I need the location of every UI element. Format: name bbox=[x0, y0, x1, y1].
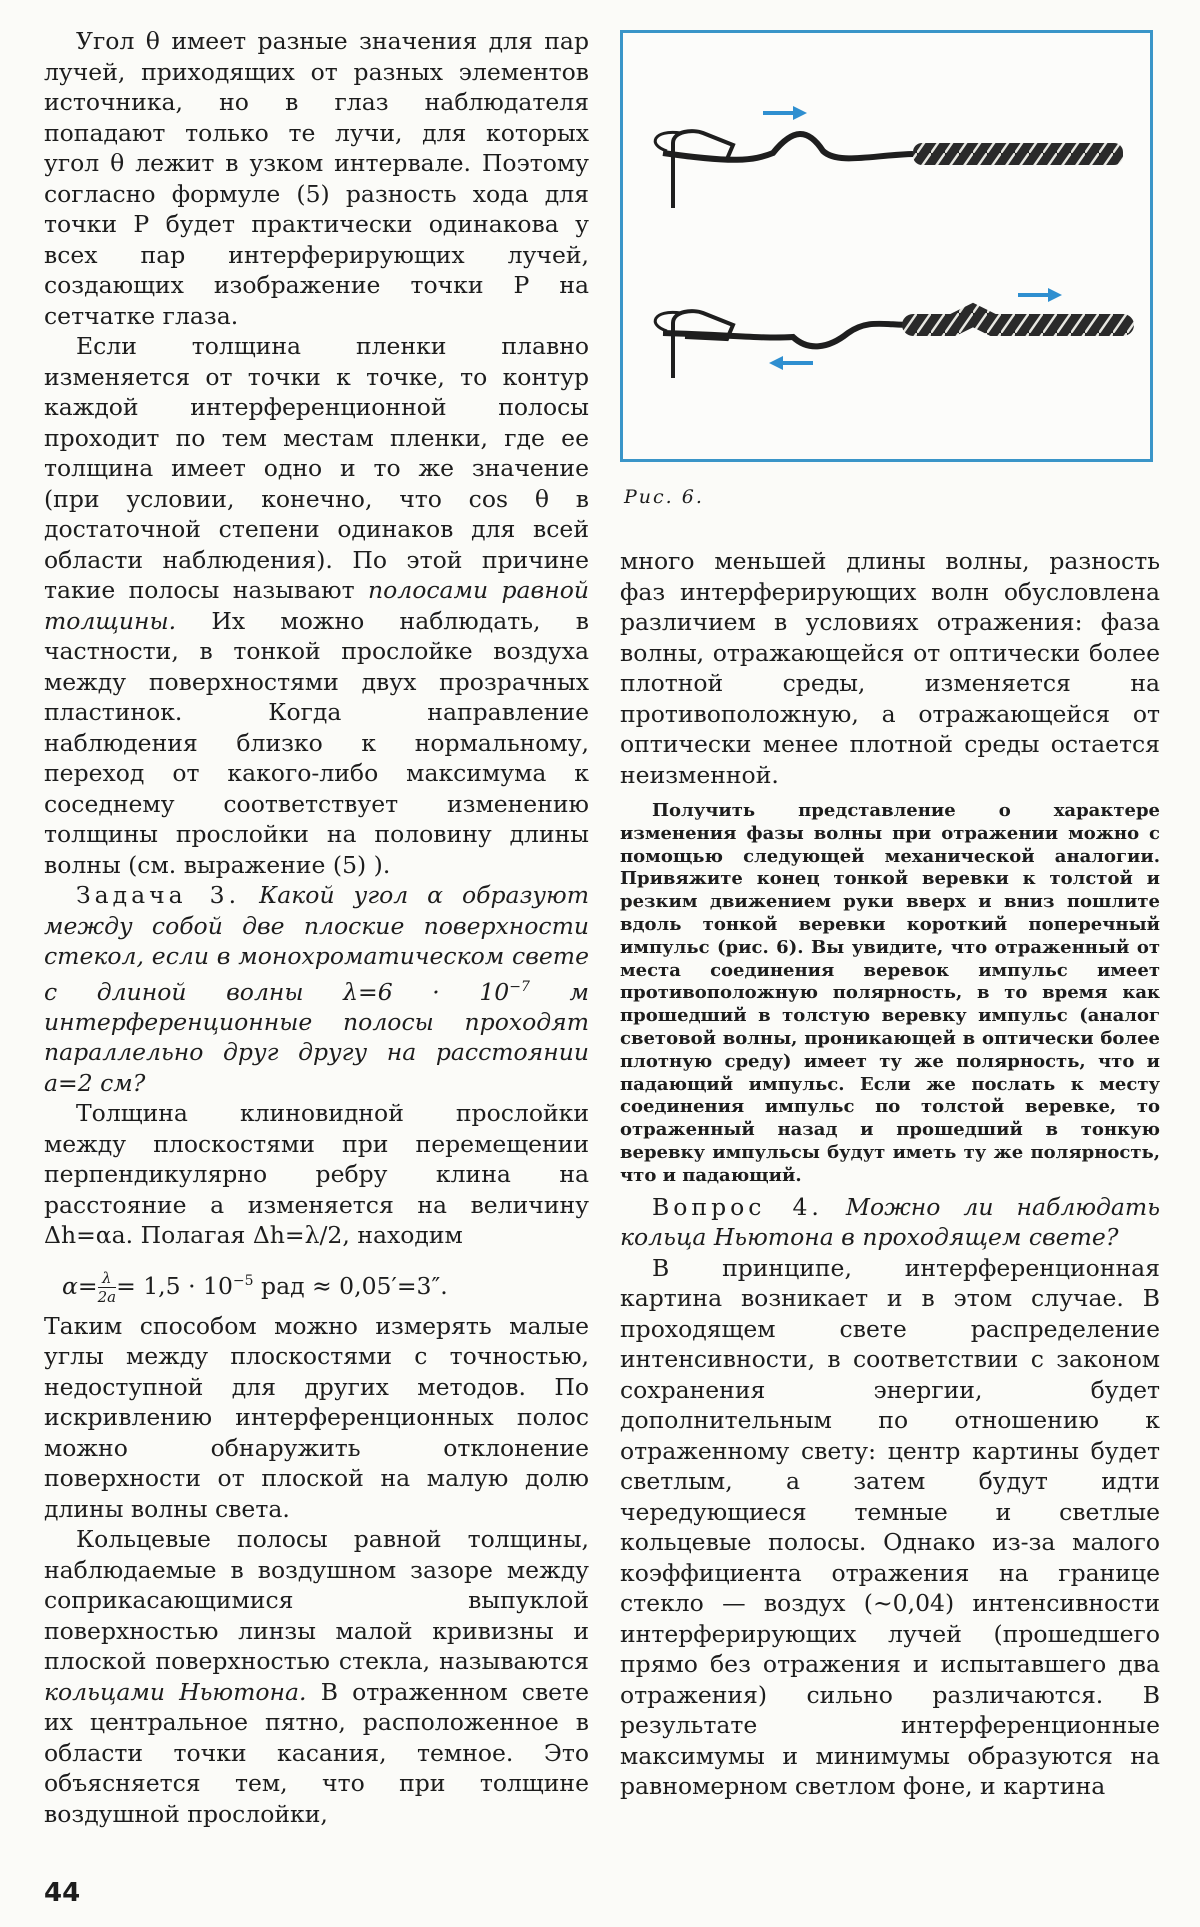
paragraph-text: В отраженном свете их центральное пятно, расположенное в области точки касания, темное. Это объясняется тем, что при толщине воздушной прослойки, bbox=[44, 1677, 589, 1828]
term-equal-thickness: полосами равной толщины. bbox=[44, 576, 589, 635]
figure-caption: Рис. 6. bbox=[624, 486, 704, 508]
task-text: Какой угол α образуют между собой две плоские поверхности стекол, если в монохроматическом свете с длиной волны λ=6 · 10 bbox=[44, 881, 589, 1006]
task-3 bbox=[44, 880, 589, 1098]
paragraph-text: Кольцевые полосы равной толщины, наблюдаемые в воздушном зазоре между соприкасающимися выпуклой поверхностью линзы малой кривизны и плоской поверхностью стекла, называются bbox=[44, 1525, 589, 1676]
paragraph-phase-difference: много меньшей длины волны, разность фаз интерферирующих волн обусловлена различием в условиях отражения: фаза волны, отражающейся от оптически более плотной среды, изменяется на противоположную, а отражающейся от оптически менее плотной среды остается неизменной. bbox=[620, 547, 1160, 789]
formula-rhs: рад ≈ 0,05′=3″. bbox=[253, 1271, 448, 1300]
arrow-left-icon bbox=[769, 356, 813, 370]
paragraph-newton-rings bbox=[44, 1524, 589, 1829]
thick-rope-upper bbox=[913, 143, 1123, 165]
paragraph-small-angles: Таким способом можно измерять малые углы между плоскостями с точностью, недоступной для других методов. По искривлению интерференционных полос можно обнаружить отклонение поверхности от плоской на малую долю длины волны света. bbox=[44, 1311, 589, 1523]
paragraph-transmitted-light: В принципе, интерференционная картина возникает и в этом случае. В проходящем свете распределение интенсивности, в соответствии с законом сохранения энергии, будет дополнительным по отношению к отраженному свету: центр картины будет светлым, а затем будут идти чередующиеся темные и светлые кольцевые полосы. Однако из-за малого коэффициента отражения на границе стекло — воздух (~0,04) интенсивности интерферирующих лучей (прошедшего прямо без отражения и испытавшего два отражения) сильно различаются. В результате интерференционные максимумы и минимумы образуются на равномерном светлом фоне, и картина bbox=[620, 1253, 1160, 1801]
arrow-right-icon bbox=[1018, 288, 1062, 302]
task-exponent: −7 bbox=[509, 978, 530, 995]
formula-lhs: α= bbox=[62, 1271, 98, 1300]
task-label: Задача 3. bbox=[76, 881, 241, 909]
task-text: м интерференционные полосы проходят параллельно друг другу на расстоянии a=2 см? bbox=[44, 977, 589, 1097]
paragraph-text: Если толщина пленки плавно изменяется от точки к точке, то контур каждой интерференционной полосы проходит по тем местам пленки, где ее толщина имеет одно и то же значение (при условии, конечно, что cos θ в достаточной степени одинаков для всей области наблюдения). По этой причине такие полосы называют bbox=[44, 332, 589, 604]
paragraph-wedge: Толщина клиновидной прослойки между плоскостями при перемещении перпендикулярно ребру клина на расстояние a изменяется на величину Δh=αa. Полагая Δh=λ/2, находим bbox=[44, 1099, 589, 1250]
left-column bbox=[44, 26, 589, 1829]
paragraph-angle-theta: Угол θ имеет разные значения для пар лучей, приходящих от разных элементов источника, но в глаз наблюдателя попадают только те лучи, для которых угол θ лежит в узком интервале. Поэтому согласно формуле (5) разность хода для точки P будет практически одинакова у всех пар интерферирующих лучей, создающих изображение точки P на сетчатке глаза. bbox=[44, 27, 589, 330]
question-4 bbox=[620, 1192, 1160, 1253]
rope-upper bbox=[655, 106, 1123, 208]
thick-rope-lower bbox=[913, 315, 1123, 325]
formula-denominator: 2a bbox=[97, 1287, 117, 1306]
term-newton-rings: кольцами Ньютона. bbox=[44, 1677, 307, 1706]
question-text: Можно ли наблюдать кольца Ньютона в проходящем свете? bbox=[620, 1192, 1161, 1252]
arrow-right-icon bbox=[763, 106, 807, 120]
rope-lower bbox=[655, 288, 1123, 378]
paragraph-equal-thickness bbox=[44, 331, 589, 880]
rope-illustration bbox=[623, 33, 1150, 459]
formula-fraction bbox=[98, 1269, 117, 1306]
hand-lower-icon bbox=[673, 311, 733, 378]
page-number: 44 bbox=[44, 1878, 81, 1908]
formula-mid: = 1,5 · 10 bbox=[116, 1271, 233, 1300]
paragraph-text: Их можно наблюдать, в частности, в тонкой прослойке воздуха между поверхностями двух прозрачных пластинок. Когда направление наблюдения близко к нормальному, переход от какого-либо максимума к соседнему соответствует изменению толщины прослойки на половину длины волны (см. выражение (5) ). bbox=[44, 606, 589, 879]
formula-exponent: −5 bbox=[232, 1272, 254, 1289]
formula-alpha bbox=[44, 1251, 589, 1311]
hand-upper-icon bbox=[673, 131, 733, 208]
right-column bbox=[620, 546, 1160, 1802]
formula-numerator: λ bbox=[98, 1269, 117, 1288]
figure-rope-pulses bbox=[620, 30, 1153, 462]
note-mechanical-analogy: Получить представление о характере изменения фазы волны при отражении можно с помощью следующей механической аналогии. Привяжите конец тонкой веревки к толстой и резким движением руки вверх и вниз пошлите вдоль тонкой веревки короткий поперечный импульс (рис. 6). Вы увидите, что отраженный от места соединения веревок импульс имеет противоположную полярность, в то время как прошедший в толстую веревку импульс (аналог световой волны, проникающей в оптически более плотную среду) имеет ту же полярность, что и падающий импульс. Если же послать к месту соединения импульс по толстой веревке, то отраженный назад и прошедший в тонкую веревку импульсы будут иметь ту же полярность, что и падающий. bbox=[620, 800, 1160, 1186]
question-label: Вопрос 4. bbox=[652, 1192, 823, 1221]
